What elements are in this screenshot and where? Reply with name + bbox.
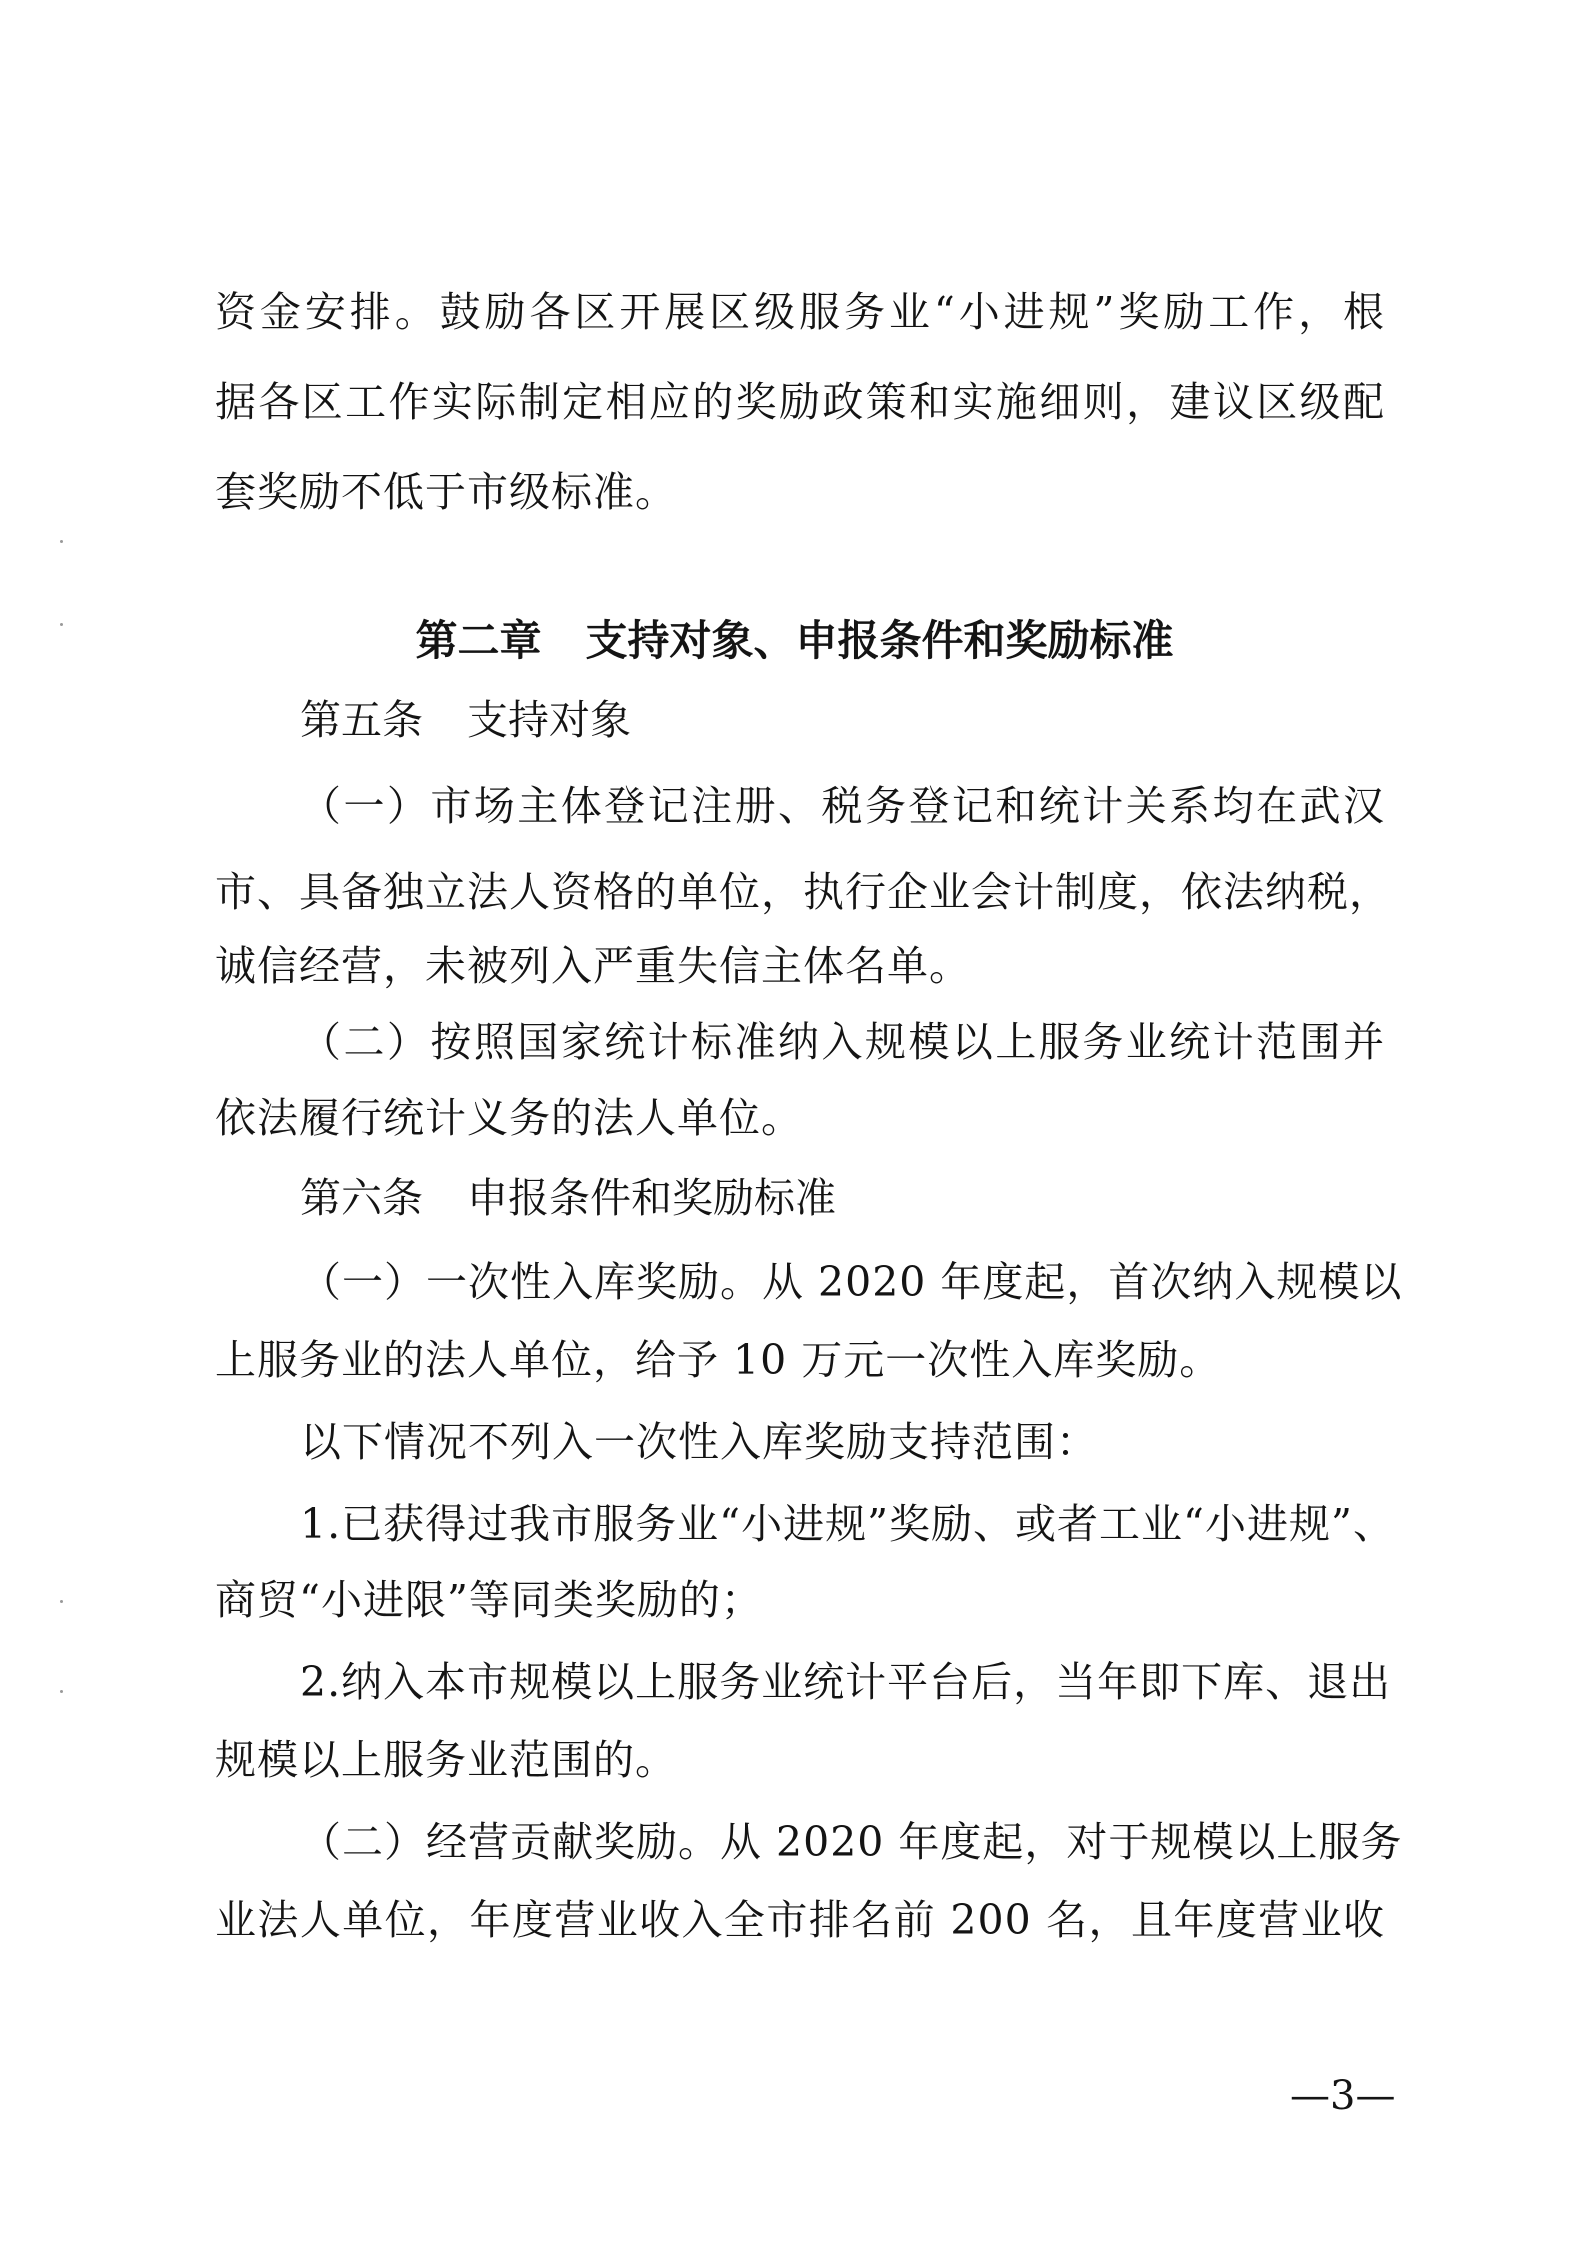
article-5-title: 支持对象 bbox=[467, 696, 631, 744]
article-6-heading bbox=[300, 1174, 836, 1222]
article-6-item-2-line-2: 业法人单位，年度营业收入全市排名前 200 名，且年度营业收 bbox=[215, 1896, 1385, 1944]
article-6-item-1-line-2: 上服务业的法人单位，给予 10 万元一次性入库奖励。 bbox=[215, 1336, 1222, 1384]
article-5-item-2-line-1: （二）按照国家统计标准纳入规模以上服务业统计范围并 bbox=[300, 1018, 1385, 1066]
exclusion-1-line-2: 商贸“小进限”等同类奖励的； bbox=[215, 1576, 763, 1624]
article-6-title: 申报条件和奖励标准 bbox=[467, 1174, 836, 1222]
exclusions-intro: 以下情况不列入一次性入库奖励支持范围： bbox=[300, 1418, 1098, 1466]
chapter-heading bbox=[0, 616, 1589, 665]
article-6-item-1-line-1: （一）一次性入库奖励。从 2020 年度起，首次纳入规模以 bbox=[300, 1258, 1403, 1306]
paragraph-1-line-2: 据各区工作实际制定相应的奖励政策和实施细则，建议区级配 bbox=[215, 378, 1385, 426]
scan-speck bbox=[60, 540, 63, 543]
exclusion-1-line-1: 1.已获得过我市服务业“小进规”奖励、或者工业“小进规”、 bbox=[300, 1500, 1395, 1548]
article-6-number: 第六条 bbox=[300, 1174, 423, 1222]
article-5-number: 第五条 bbox=[300, 696, 423, 744]
article-5-item-2-line-2: 依法履行统计义务的法人单位。 bbox=[215, 1094, 803, 1142]
article-6-item-2-line-1: （二）经营贡献奖励。从 2020 年度起，对于规模以上服务 bbox=[300, 1818, 1403, 1866]
page-number: —3— bbox=[1290, 2073, 1396, 2119]
article-5-item-1-line-3: 诚信经营，未被列入严重失信主体名单。 bbox=[215, 942, 971, 990]
exclusion-2-line-1: 2.纳入本市规模以上服务业统计平台后，当年即下库、退出 bbox=[300, 1658, 1392, 1706]
chapter-title: 支持对象、申报条件和奖励标准 bbox=[585, 616, 1174, 665]
scan-speck bbox=[60, 1690, 63, 1693]
chapter-number: 第二章 bbox=[415, 616, 542, 665]
exclusion-2-line-2: 规模以上服务业范围的。 bbox=[215, 1736, 677, 1784]
paragraph-1-line-3: 套奖励不低于市级标准。 bbox=[215, 468, 677, 516]
scan-speck bbox=[60, 623, 63, 626]
article-5-item-1-line-2: 市、具备独立法人资格的单位，执行企业会计制度，依法纳税， bbox=[215, 868, 1391, 916]
article-5-item-1-line-1: （一）市场主体登记注册、税务登记和统计关系均在武汉 bbox=[300, 782, 1385, 830]
paragraph-1-line-1: 资金安排。鼓励各区开展区级服务业“小进规”奖励工作，根 bbox=[215, 288, 1385, 336]
scan-speck bbox=[60, 1600, 63, 1603]
article-5-heading bbox=[300, 696, 631, 744]
